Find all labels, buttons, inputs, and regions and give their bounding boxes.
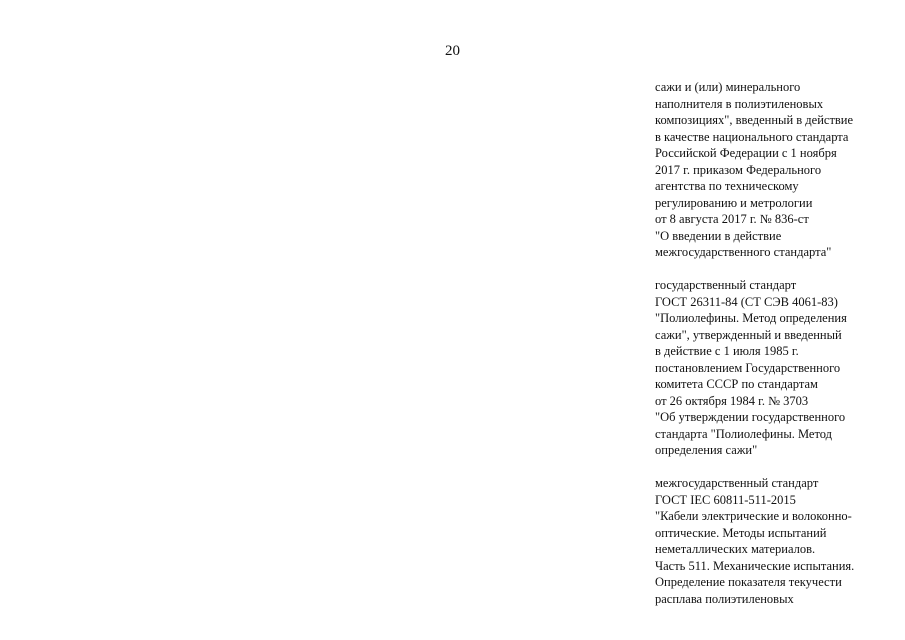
text-line: постановлением Государственного xyxy=(655,360,841,375)
page-number: 20 xyxy=(445,43,460,59)
text-line: композициях", введенный в действие xyxy=(655,113,854,127)
text-line: комитета СССР по стандартам xyxy=(655,377,818,391)
text-line: межгосударственный стандарт xyxy=(655,476,819,490)
text-line: Часть 511. Механические испытания. xyxy=(655,558,855,573)
text-line: расплава полиэтиленовых xyxy=(655,591,794,606)
document-paragraph xyxy=(655,277,900,459)
text-line: стандарта "Полиолефины. Метод xyxy=(655,426,833,441)
text-line: в действие с 1 июля 1985 г. xyxy=(655,344,799,358)
text-line: регулированию и метрологии xyxy=(655,195,813,210)
text-line: Определение показателя текучести xyxy=(655,575,842,589)
text-line: от 26 октября 1984 г. № 3703 xyxy=(655,393,809,408)
text-line: "Полиолефины. Метод определения xyxy=(655,311,847,325)
text-line: ГОСТ 26311-84 (СТ СЭВ 4061-83) xyxy=(655,294,838,309)
text-line: "Кабели электрические и волоконно- xyxy=(655,509,852,523)
text-line: неметаллических материалов. xyxy=(655,542,816,556)
text-line: агентства по техническому xyxy=(655,179,799,193)
text-line: наполнителя в полиэтиленовых xyxy=(655,96,824,111)
text-line: государственный стандарт xyxy=(655,278,797,292)
text-line: Российской Федерации с 1 ноября xyxy=(655,146,837,160)
document-paragraph xyxy=(655,79,900,261)
text-line: сажи и (или) минерального xyxy=(655,80,801,94)
text-line: оптические. Методы испытаний xyxy=(655,525,827,540)
text-line: ГОСТ IEC 60811-511-2015 xyxy=(655,492,796,507)
document-paragraph xyxy=(655,475,900,607)
text-line: сажи", утвержденный и введенный xyxy=(655,327,842,342)
text-line: в качестве национального стандарта xyxy=(655,129,849,144)
text-line: "О введении в действие xyxy=(655,228,782,243)
text-line: 2017 г. приказом Федерального xyxy=(655,162,822,177)
text-line: межгосударственного стандарта" xyxy=(655,245,832,259)
text-line: "Об утверждении государственного xyxy=(655,410,846,424)
text-line: определения сажи" xyxy=(655,443,758,457)
text-line: от 8 августа 2017 г. № 836-ст xyxy=(655,212,809,226)
document-text-column xyxy=(655,79,900,624)
